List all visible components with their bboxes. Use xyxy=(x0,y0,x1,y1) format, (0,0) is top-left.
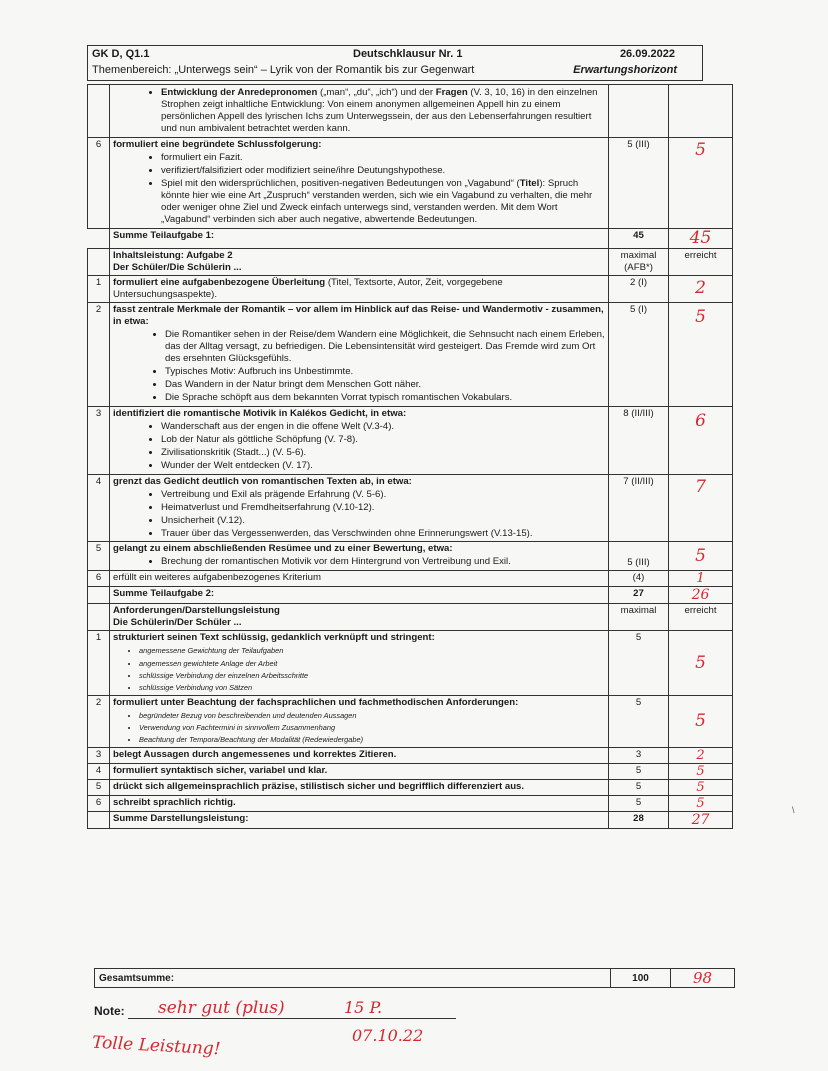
score-handwritten: 5 xyxy=(669,764,733,780)
table-row: 3 belegt Aussagen durch angemessenes und korrektes Zitieren. 3 2 xyxy=(88,748,733,764)
table-row xyxy=(88,812,733,829)
table-row: 1 strukturiert seinen Text schlüssig, gedanklich verknüpft und stringent: • angemessene Gewichtung der Teilaufgaben • angemessen gewichtete Anlage der Arbeit • schlüssige Verbindung der einzelnen Arbeitsschritte • schlüssige Verbindung von Sätzen 5 5 xyxy=(88,631,733,695)
list-item: • angemessene Gewichtung der Teilaufgaben xyxy=(139,645,605,656)
section-title: Anforderungen/Darstellungsleistung xyxy=(113,605,280,617)
list-item: • Heimatverlust und Fremdheitserfahrung (V.10-12). xyxy=(161,502,605,514)
list-item: • Beachtung der Tempora/Beachtung der Modalität (Redewiedergabe) xyxy=(139,734,605,745)
sum-score-handwritten: 27 xyxy=(669,812,733,829)
date-handwritten: 07.10.22 xyxy=(352,1026,424,1045)
list-item: • schlüssige Verbindung der einzelnen Arbeitsschritte xyxy=(139,670,605,681)
list-item: • Verwendung von Fachtermini in sinnvollem Zusammenhang xyxy=(139,722,605,733)
table-row: 5 drückt sich allgemeinsprachlich präzise, stilistisch sicher und begrifflich differenziert aus. 5 5 xyxy=(88,780,733,796)
list-item: • Lob der Natur als göttliche Schöpfung (V. 7-8). xyxy=(161,434,605,446)
table-row xyxy=(95,969,735,988)
table-row: 6 erfüllt ein weiteres aufgabenbezogenes Kriterium (4) 1 xyxy=(88,571,733,587)
total-label: Gesamtsumme: xyxy=(95,969,611,988)
table-row: 6 schreibt sprachlich richtig. 5 5 xyxy=(88,796,733,812)
list-item: • Entwicklung der Anredepronomen („man“, „du“, „ich“) und der Fragen (V. 3, 10, 16) in den einzelnen Strophen zeigt inhaltliche Entwicklung: Von einem anonymen allgemeinen Appell hin zu einem persönlichen Appell des lyrischen Ichs zum Unterwegssein, der aus den Lebenserfahrungen resultiert und nun ambivalent betrachtet werden kann. xyxy=(161,87,605,135)
list-item: • formuliert ein Fazit. xyxy=(161,152,605,164)
section-subtitle: Die Schülerin/Der Schüler ... xyxy=(113,617,242,629)
document-header xyxy=(87,45,703,81)
sum-score-handwritten: 45 xyxy=(669,228,733,248)
sum-label: Summe Darstellungsleistung: xyxy=(110,812,609,829)
table-row: 4 formuliert syntaktisch sicher, variabel und klar. 5 5 xyxy=(88,764,733,780)
table-row: Inhaltsleistung: Aufgabe 2 Der Schüler/Die Schülerin ... maximal (AFB*) erreicht xyxy=(88,248,733,275)
table-row: 5 gelangt zu einem abschließenden Resümee und zu einer Bewertung, etwa: • Brechung der romantischen Motivik vor dem Hintergrund von Vertreibung und Exil. 5 (III) 5 xyxy=(88,542,733,571)
section-subtitle: Der Schüler/Die Schülerin ... xyxy=(113,261,242,273)
score-handwritten: 6 xyxy=(669,406,733,474)
sum-score-handwritten: 26 xyxy=(669,587,733,604)
points-handwritten: 15 P. xyxy=(344,998,383,1017)
score-handwritten: 5 xyxy=(669,780,733,796)
table-row: 6 formuliert eine begründete Schlussfolgerung: • formuliert ein Fazit. • verifiziert/falsifiziert oder modifiziert seine/ihre Deutungshypothese. • Spiel mit den widersprüchlichen, positiven-negativen Bedeutungen von „Vagabund“ (Titel): Spruch könnte hier wie eine Art „Zuspruch“ verstanden werden, sich wie ein Vagabund zu verhalten, die mehr oder weniger ohne Ziel und Zweck einfach unterwegs sind, verstanden werden. Mit dem Wort „Vagabund“ verbinden sich aber auch negative, abwertende Bedeutungen. 5 (III) 5 xyxy=(88,137,733,228)
table-row: 2 formuliert unter Beachtung der fachsprachlichen und fachmethodischen Anforderungen: • begründeter Bezug von beschreibenden und deutenden Aussagen • Verwendung von Fachtermini in sinnvollem Zusammenhang • Beachtung der Tempora/Beachtung der Modalität (Redewiedergabe) 5 5 xyxy=(88,695,733,747)
list-item: • Die Romantiker sehen in der Reise/dem Wandern eine Möglichkeit, die Sehnsucht nach einem Erleben, das der Alltag versagt, zu befriedigen. Die Lebensintensität wird gesteigert. Das Fremde wird zum Ort des ersehnten Glücksgefühls. xyxy=(165,329,605,365)
list-item: • begründeter Bezug von beschreibenden und deutenden Aussagen xyxy=(139,710,605,721)
table-row: 3 identifiziert die romantische Motivik in Kalékos Gedicht, in etwa: • Wanderschaft aus der engen in die offene Welt (V.3-4). • Lob der Natur als göttliche Schöpfung (V. 7-8). • Zivilisationskritik (Stadt...) (V. 5-6). • Wunder der Welt entdecken (V. 17). 8 (II/III) 6 xyxy=(88,406,733,474)
score-handwritten: 1 xyxy=(669,571,733,587)
exam-date: 26.09.2022 xyxy=(619,48,675,60)
note-line xyxy=(128,1018,456,1019)
table-row: Anforderungen/Darstellungsleistung Die Schülerin/Der Schüler ... maximal erreicht xyxy=(88,604,733,631)
list-item: • Vertreibung und Exil als prägende Erfahrung (V. 5-6). xyxy=(161,489,605,501)
course-label: GK D, Q1.1 xyxy=(92,48,150,60)
sum-points: 28 xyxy=(609,812,669,829)
score-handwritten: 5 xyxy=(669,695,733,747)
score-handwritten: 7 xyxy=(669,474,733,542)
total-score-handwritten: 98 xyxy=(671,969,735,988)
score-handwritten: 5 xyxy=(669,542,733,571)
note-label: Note: xyxy=(94,1004,125,1018)
topic-label: Themenbereich: „Unterwegs sein“ – Lyrik von der Romantik bis zur Gegenwart xyxy=(92,64,475,76)
list-item: • verifiziert/falsifiziert oder modifiziert seine/ihre Deutungshypothese. xyxy=(161,165,605,177)
exam-title: Deutschklausur Nr. 1 xyxy=(353,48,463,60)
sum-points: 27 xyxy=(609,587,669,604)
score-handwritten: 2 xyxy=(669,748,733,764)
score-handwritten: 5 xyxy=(669,137,733,228)
list-item: • Brechung der romantischen Motivik vor dem Hintergrund von Vertreibung und Exil. xyxy=(161,556,605,568)
list-item: • Trauer über das Vergessenwerden, das Verschwinden ohne Erinnerungswert (V.13-15). xyxy=(161,528,605,540)
table-row xyxy=(88,228,733,248)
list-item: • Das Wandern in der Natur bringt dem Menschen Gott näher. xyxy=(165,379,605,391)
list-item: • angemessen gewichtete Anlage der Arbeit xyxy=(139,658,605,669)
list-item: • Unsicherheit (V.12). xyxy=(161,515,605,527)
margin-mark: \ xyxy=(792,805,795,815)
table-row: 1 formuliert eine aufgabenbezogene Überleitung (Titel, Textsorte, Autor, Zeit, vorgegebene Untersuchungsaspekte). 2 (I) 2 xyxy=(88,275,733,302)
document-type: Erwartungshorizont xyxy=(573,64,677,76)
score-handwritten: 2 xyxy=(669,275,733,302)
grade-handwritten: sehr gut (plus) xyxy=(158,998,285,1018)
list-item: • Die Sprache schöpft aus dem bekannten Vorrat typisch romantischen Vokabulars. xyxy=(165,392,605,404)
sum-label: Summe Teilaufgabe 2: xyxy=(110,587,609,604)
table-row: 2 fasst zentrale Merkmale der Romantik – vor allem im Hinblick auf das Reise- und Wandermotiv - zusammen, in etwa: • Die Romantiker sehen in der Reise/dem Wandern eine Möglichkeit, die Sehnsucht nach einem Erleben, das der Alltag versagt, zu befriedigen. Die Lebensintensität wird gesteigert. Das Fremde wird zum Ort des ersehnten Glücksgefühls. • Typisches Motiv: Aufbruch ins Unbestimmte. • Das Wandern in der Natur bringt dem Menschen Gott näher. • Die Sprache schöpft aus dem bekannten Vorrat typisch romantischen Vokabulars. 5 (I) 5 xyxy=(88,302,733,406)
list-item: • Wanderschaft aus der engen in die offene Welt (V.3-4). xyxy=(161,421,605,433)
criterion-heading: formuliert eine begründete Schlussfolgerung: xyxy=(113,138,322,150)
list-item: • schlüssige Verbindung von Sätzen xyxy=(139,682,605,693)
achieved-label: erreicht xyxy=(669,248,733,275)
table-row xyxy=(88,587,733,604)
grading-table xyxy=(87,84,733,829)
score-handwritten: 5 xyxy=(669,796,733,812)
table-row xyxy=(88,85,733,138)
total-table xyxy=(94,968,735,988)
max-points: 5 (III) xyxy=(609,137,669,228)
list-item: • Spiel mit den widersprüchlichen, positiven-negativen Bedeutungen von „Vagabund“ (Titel): Spruch könnte hier wie eine Art „Zuspruch“ verstanden werden, sich wie ein Vagabund zu verhalten, die mehr oder weniger ohne Ziel und Zweck einfach unterwegs sind, verstanden werden. Mit dem Wort „Vagabund“ verbinden sich aber auch negative, abwertende Bedeutungen. xyxy=(161,178,605,226)
sum-label: Summe Teilaufgabe 1: xyxy=(110,228,609,248)
list-item: • Wunder der Welt entdecken (V. 17). xyxy=(161,460,605,472)
achieved-label: erreicht xyxy=(669,604,733,631)
comment-handwritten: Tolle Leistung! xyxy=(91,1032,221,1060)
total-points: 100 xyxy=(611,969,671,988)
list-item: • Typisches Motiv: Aufbruch ins Unbestimmte. xyxy=(165,366,605,378)
score-handwritten: 5 xyxy=(669,302,733,406)
score-handwritten: 5 xyxy=(669,631,733,695)
list-item: • Zivilisationskritik (Stadt...) (V. 5-6). xyxy=(161,447,605,459)
table-row: 4 grenzt das Gedicht deutlich von romantischen Texten ab, in etwa: • Vertreibung und Exil als prägende Erfahrung (V. 5-6). • Heimatverlust und Fremdheitserfahrung (V.10-12). • Unsicherheit (V.12). • Trauer über das Vergessenwerden, das Verschwinden ohne Erinnerungswert (V.13-15). 7 (II/III) 7 xyxy=(88,474,733,542)
sum-points: 45 xyxy=(609,228,669,248)
section-title: Inhaltsleistung: Aufgabe 2 xyxy=(113,249,233,261)
